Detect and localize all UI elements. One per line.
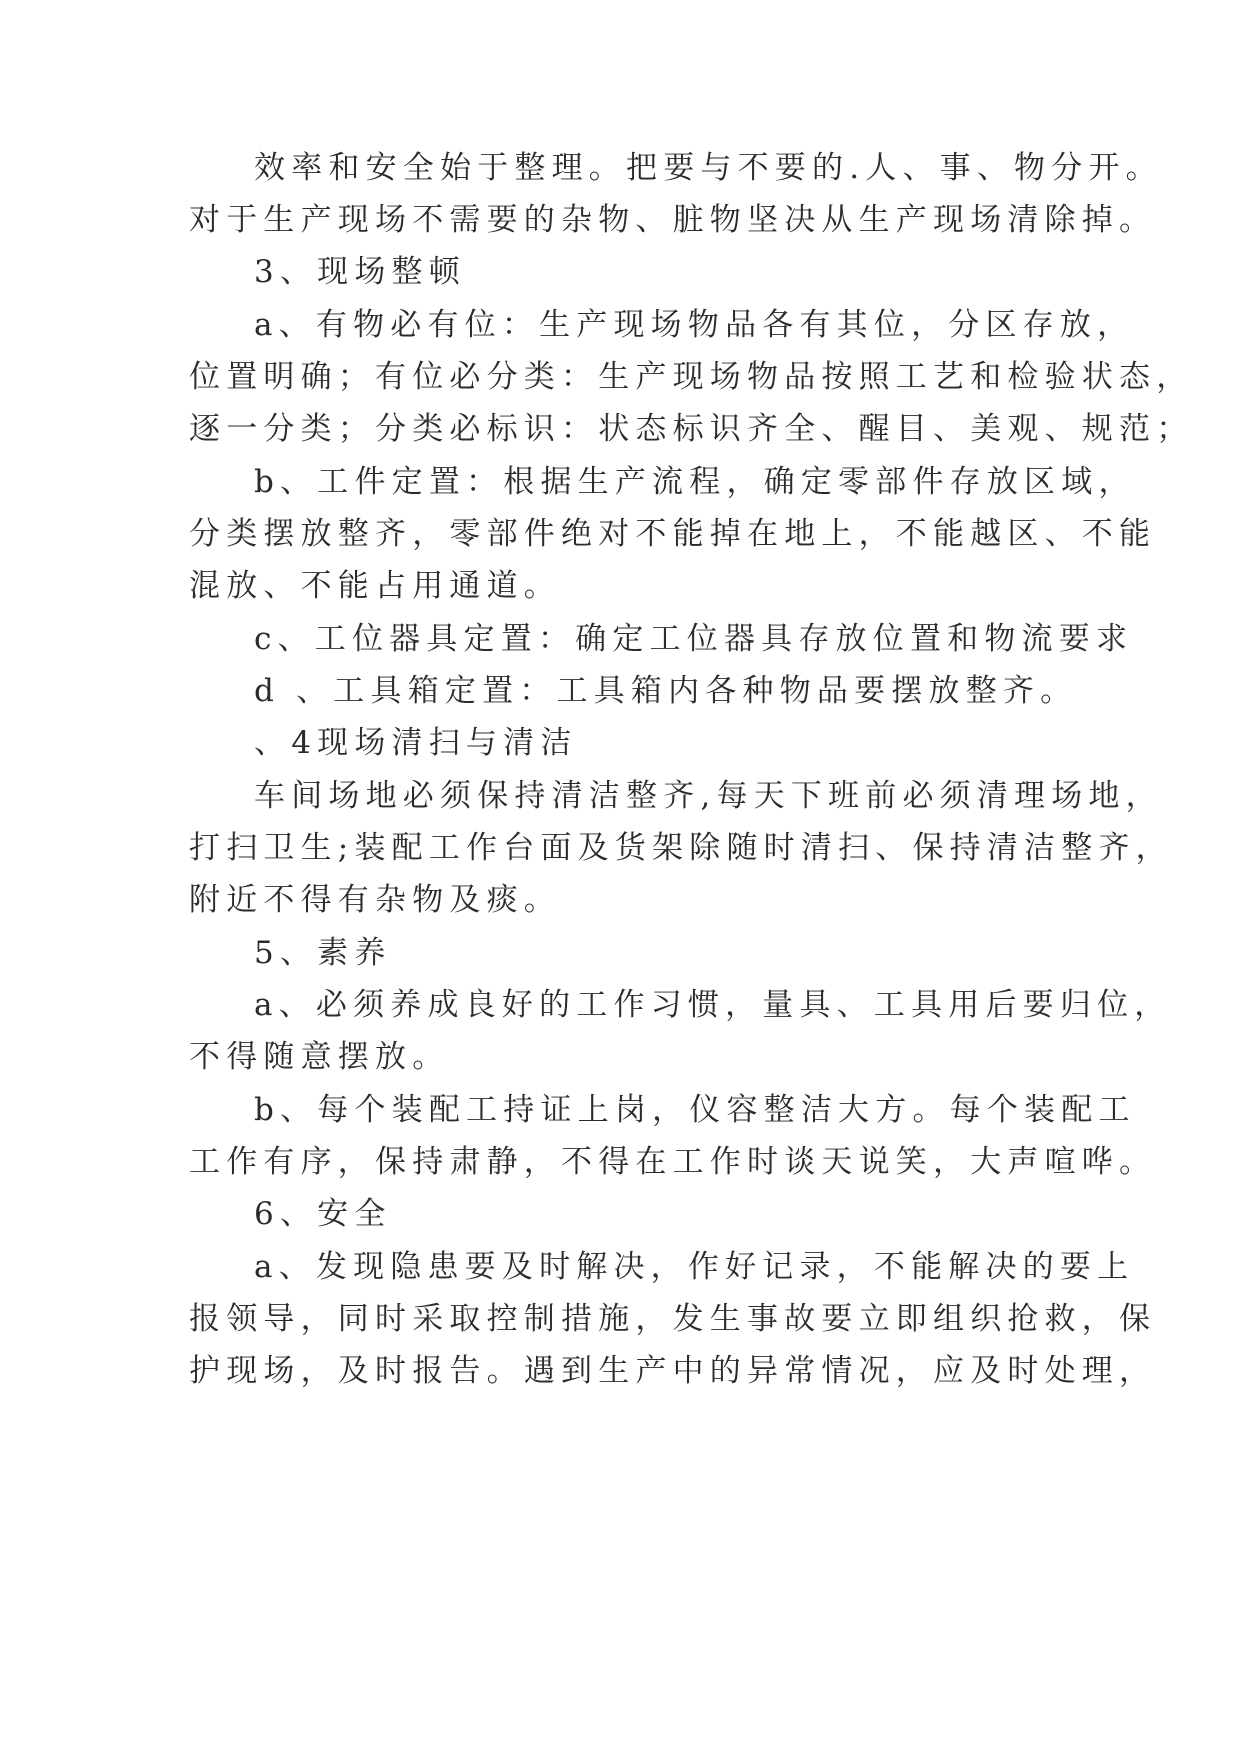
paragraph-line: b、每个装配工持证上岗，仪容整洁大方。每个装配工 [254, 1092, 1136, 1128]
section-heading: 、4现场清扫与清洁 [254, 725, 578, 761]
paragraph-line: 车间场地必须保持清洁整齐,每天下班前必须清理场地， [254, 778, 1163, 814]
paragraph-line: d 、工具箱定置：工具箱内各种物品要摆放整齐。 [254, 673, 1078, 709]
paragraph-line: 打扫卫生;装配工作台面及货架除随时清扫、保持清洁整齐， [189, 830, 1173, 866]
paragraph-line: 护现场，及时报告。遇到生产中的异常情况，应及时处理， [189, 1353, 1157, 1389]
paragraph-line: 附近不得有杂物及痰。 [189, 882, 561, 918]
paragraph-line: a、必须养成良好的工作习惯，量具、工具用后要归位， [254, 987, 1172, 1023]
paragraph-line: 位置明确；有位必分类：生产现场物品按照工艺和检验状态， [189, 359, 1194, 395]
paragraph-line: a、有物必有位：生产现场物品各有其位，分区存放， [254, 307, 1135, 343]
paragraph-line: 对于生产现场不需要的杂物、脏物坚决从生产现场清除掉。 [189, 202, 1157, 238]
section-heading: 3、现场整顿 [254, 254, 466, 290]
paragraph-line: 报领导，同时采取控制措施，发生事故要立即组织抢救，保 [189, 1301, 1157, 1337]
paragraph-line: c、工位器具定置：确定工位器具存放位置和物流要求 [254, 621, 1134, 657]
section-heading: 5、素养 [254, 935, 392, 971]
paragraph-line: 不得随意摆放。 [189, 1039, 450, 1075]
paragraph-line: 工作有序，保持肃静，不得在工作时谈天说笑，大声喧哗。 [189, 1144, 1157, 1180]
paragraph-line: b、工件定置：根据生产流程，确定零部件存放区域， [254, 464, 1136, 500]
paragraph-line: 混放、不能占用通道。 [189, 568, 561, 604]
paragraph-line: 分类摆放整齐，零部件绝对不能掉在地上，不能越区、不能 [189, 516, 1157, 552]
paragraph-line: 效率和安全始于整理。把要与不要的.人、事、物分开。 [254, 150, 1163, 186]
paragraph-line: 逐一分类；分类必标识：状态标识齐全、醒目、美观、规范； [189, 411, 1194, 447]
paragraph-line: a、发现隐患要及时解决，作好记录，不能解决的要上 [254, 1249, 1135, 1285]
section-heading: 6、安全 [254, 1196, 392, 1232]
